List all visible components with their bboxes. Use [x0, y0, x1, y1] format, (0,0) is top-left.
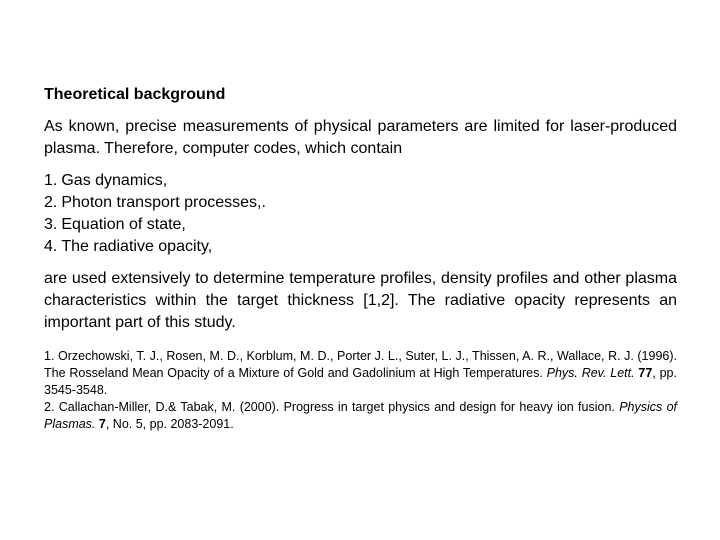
- component-list: [44, 170, 677, 258]
- list-item: 4. The radiative opacity,: [44, 238, 213, 255]
- reference-item: 2. Callachan-Miller, D.& Tabak, M. (2000). Progress in target physics and design for heavy ion fusion. Physics of Plasmas. 7, No. 5, pp. 2083-2091.: [44, 400, 677, 431]
- list-item: 1. Gas dynamics,: [44, 172, 168, 189]
- intro-paragraph: As known, precise measurements of physical parameters are limited for laser-produced plasma. Therefore, computer codes, which contain: [44, 118, 677, 157]
- conclusion-paragraph: are used extensively to determine temperature profiles, density profiles and other plasma characteristics within the target thickness [1,2]. The radiative opacity represents an important part of this study.: [44, 270, 677, 331]
- slide-heading: Theoretical background: [44, 86, 226, 103]
- references: [44, 348, 677, 433]
- list-item: 3. Equation of state,: [44, 216, 186, 233]
- slide-content: [44, 84, 677, 433]
- list-item: 2. Photon transport processes,.: [44, 194, 266, 211]
- reference-item: 1. Orzechowski, T. J., Rosen, M. D., Korblum, M. D., Porter J. L., Suter, L. J., Thissen, A. R., Wallace, R. J. (1996). The Rosseland Mean Opacity of a Mixture of Gold and Gadolinium at High Temperatures. Phys. Rev. Lett. 77, pp. 3545-3548.: [44, 349, 677, 397]
